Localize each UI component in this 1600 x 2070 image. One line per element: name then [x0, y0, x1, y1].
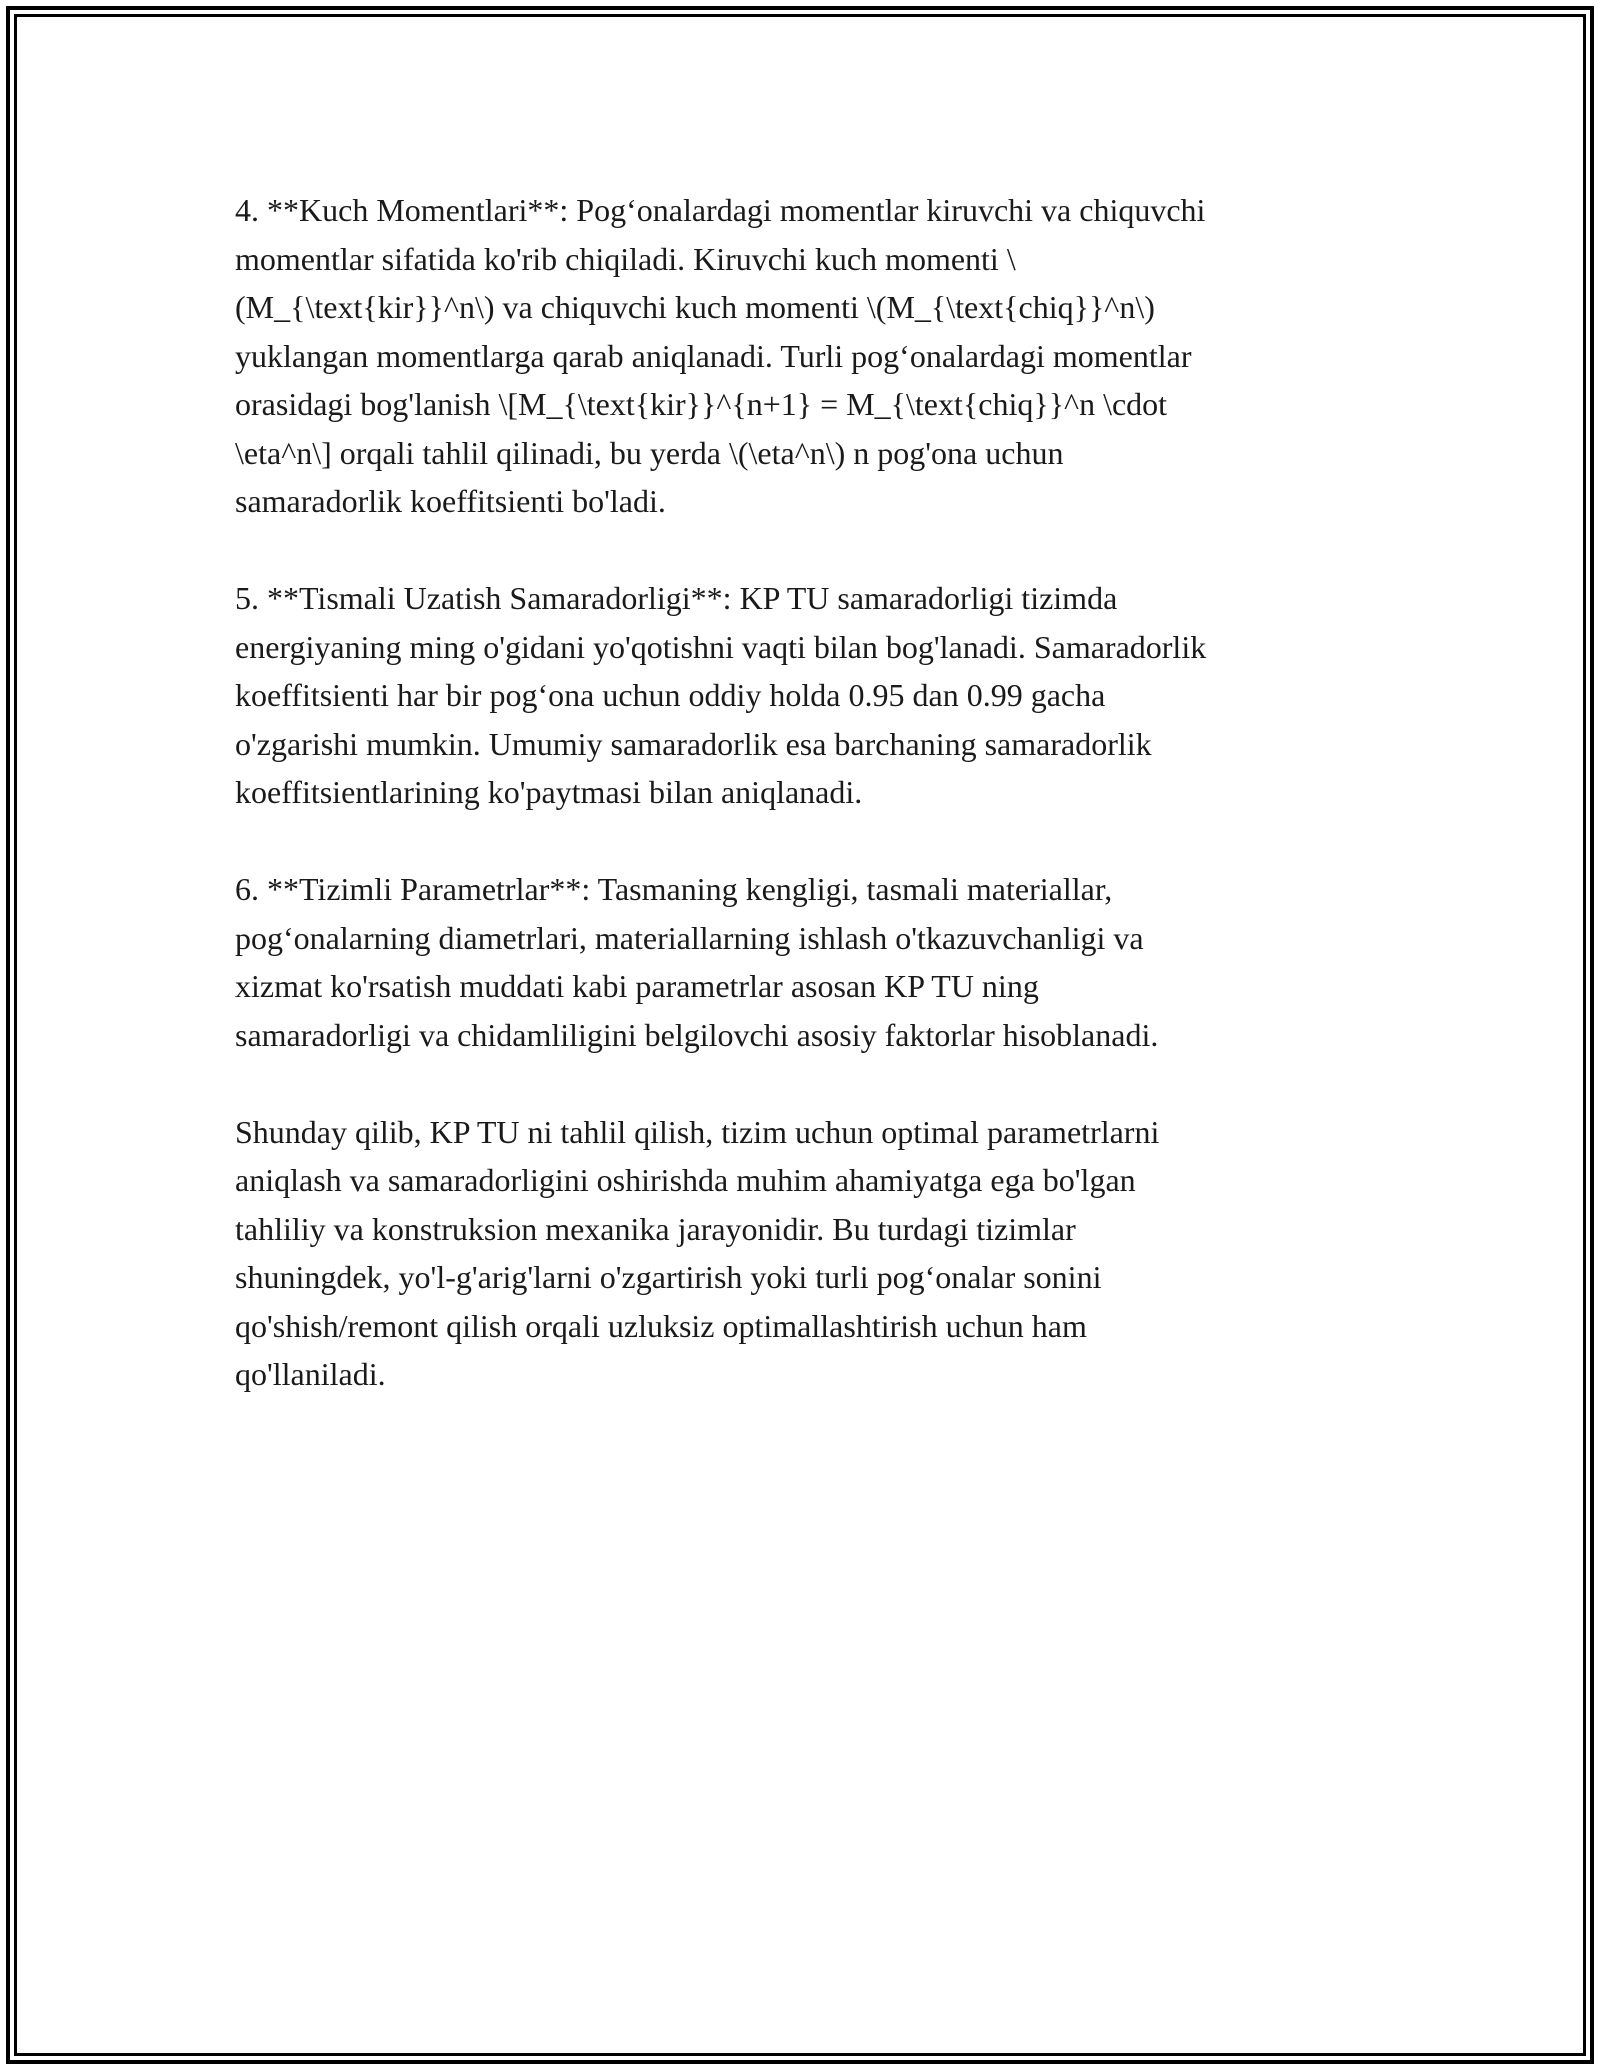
- paragraph-tismali-uzatish-samaradorligi: 5. **Tismali Uzatish Samaradorligi**: KP TU samaradorligi tizimda energiyaning ming o'gidani yo'qotishni vaqti bilan bog'lanadi. Samaradorlik koeffitsienti har bir pog‘ona uchun oddiy holda 0.95 dan 0.99 gacha o'zgarishi mumkin. Umumiy samaradorlik esa barchaning samaradorlik koeffitsientlarining ko'paytmasi bilan aniqlanadi.: [235, 580, 1207, 810]
- paragraph-tizimli-parametrlar: 6. **Tizimli Parametrlar**: Tasmaning kengligi, tasmali materiallar, pog‘onalarning diametrlari, materiallarning ishlash o'tkazuvchanligi va xizmat ko'rsatish muddati kabi parametrlar asosan KP TU ning samaradorligi va chidamliligini belgilovchi asosiy faktorlar hisoblanadi.: [235, 871, 1159, 1053]
- paragraph-kuch-momentlari: 4. **Kuch Momentlari**: Pog‘onalardagi momentlar kiruvchi va chiquvchi momentlar sifatida ko'rib chiqiladi. Kiruvchi kuch momenti \ (M_{\text{kir}}^n\) va chiquvchi kuch momenti \(M_{\text{chiq}}^n\) yuklangan momentlarga qarab aniqlanadi. Turli pog‘onalardagi momentlar orasidagi bog'lanish \[M_{\text{kir}}^{n+1} = M_{\text{chiq}}^n \cdot \eta^n\] orqali tahlil qilinadi, bu yerda \(\eta^n\) n pog'ona uchun samaradorlik koeffitsienti bo'ladi.: [235, 192, 1206, 519]
- document-body: [235, 186, 1375, 1399]
- paragraph-conclusion: Shunday qilib, KP TU ni tahlil qilish, tizim uchun optimal parametrlarni aniqlash va samaradorligini oshirishda muhim ahamiyatga ega bo'lgan tahliliy va konstruksion mexanika jarayonidir. Bu turdagi tizimlar shuningdek, yo'l-g'arig'larni o'zgartirish yoki turli pog‘onalar sonini qo'shish/remont qilish orqali uzluksiz optimallashtirish uchun ham qo'llaniladi.: [235, 1113, 1160, 1392]
